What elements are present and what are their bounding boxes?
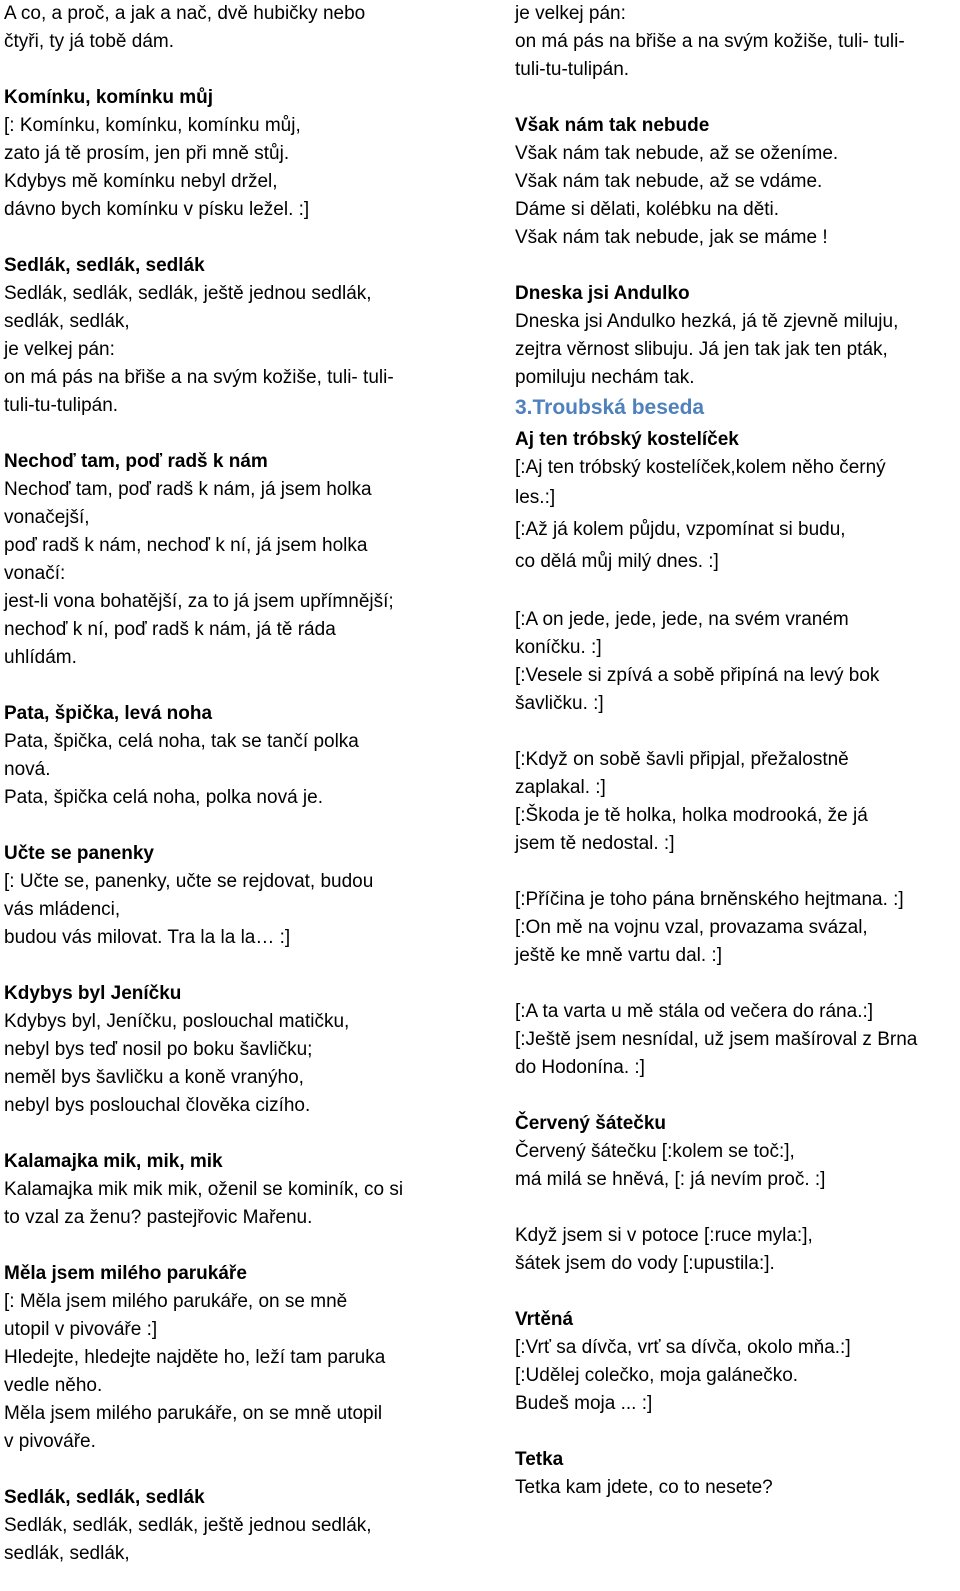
lyric-line: čtyři, ty já tobě dám. [4, 31, 175, 52]
lyric-line: [:A on jede, jede, jede, na svém vraném [515, 609, 849, 630]
lyric-line: Měla jsem milého parukáře, on se mně utopil [4, 1403, 383, 1424]
lyric-line: nebyl bys teď nosil po boku šavličku; [4, 1039, 313, 1060]
block-spacer [4, 420, 452, 448]
lyric-line: budou vás milovat. Tra la la la… :] [4, 927, 291, 948]
lyric-line: šátek jsem do vody [:upustila:]. [515, 1253, 775, 1274]
block-spacer [515, 252, 955, 280]
lyric-line: Tetka kam jdete, co to nesete? [515, 1477, 773, 1498]
lyric-line: zaplakal. :] [515, 777, 606, 798]
song-block [515, 0, 955, 84]
lyric-line: tuli-tu-tulipán. [4, 395, 119, 416]
lyric-line: Budeš moja ... :] [515, 1393, 653, 1414]
lyric-line: [:On mě na vojnu vzal, provazama svázal, [515, 917, 868, 938]
song-block [515, 1278, 955, 1418]
song-block [4, 1232, 452, 1456]
block-spacer [4, 1120, 452, 1148]
song-block [515, 426, 955, 578]
lyric-line: jest-li vona bohatější, za to já jsem upřímnější; [4, 591, 394, 612]
lyric-line: vonačejší, [4, 507, 90, 528]
song-block [515, 1194, 955, 1278]
song-title: Však nám tak nebude [515, 115, 710, 136]
song-block [515, 84, 955, 252]
song-title: Učte se panenky [4, 843, 154, 864]
lyric-line: Pata, špička, celá noha, tak se tančí polka [4, 731, 359, 752]
song-block [515, 718, 955, 858]
right-column-top [515, 0, 955, 392]
block-spacer [515, 1418, 955, 1446]
song-block [515, 578, 955, 718]
song-block [4, 56, 452, 224]
lyric-line: poď radš k nám, nechoď k ní, já jsem holka [4, 535, 368, 556]
lyric-line: šavličku. :] [515, 693, 604, 714]
lyric-line: Kdybys mě komínku nebyl držel, [4, 171, 278, 192]
lyric-line: Sedlák, sedlák, sedlák, ještě jednou sedlák, [4, 1515, 372, 1536]
section-heading: 3.Troubská beseda [515, 396, 705, 419]
block-spacer [4, 672, 452, 700]
song-block [515, 858, 955, 970]
lyric-line: v pivováře. [4, 1431, 96, 1452]
song-block [4, 0, 452, 56]
song-title: Pata, špička, levá noha [4, 703, 213, 724]
lyric-line: to vzal za ženu? pastejřovic Mařenu. [4, 1207, 313, 1228]
block-spacer [515, 970, 955, 998]
song-title: Tetka [515, 1449, 564, 1470]
lyric-line: Dneska jsi Andulko hezká, já tě zjevně miluju, [515, 311, 899, 332]
song-block [4, 420, 452, 672]
song-title: Kalamajka mik, mik, mik [4, 1151, 223, 1172]
lyric-line: [: Učte se, panenky, učte se rejdovat, budou [4, 871, 374, 892]
lyric-line: co dělá můj milý dnes. :] [515, 551, 719, 572]
lyric-line: má milá se hněvá, [: já nevím proč. :] [515, 1169, 826, 1190]
lyric-line: vedle něho. [4, 1375, 103, 1396]
lyric-line: on má pás na břiše a na svým kožiše, tuli- tuli- [4, 367, 394, 388]
lyric-line: Sedlák, sedlák, sedlák, ještě jednou sedlák, [4, 283, 372, 304]
song-title: Komínku, komínku můj [4, 87, 214, 108]
lyric-line: vás mládenci, [4, 899, 121, 920]
block-spacer [4, 812, 452, 840]
lyric-line: zato já tě prosím, jen při mně stůj. [4, 143, 290, 164]
lyric-line: [:Ještě jsem nesnídal, už jsem mašíroval z Brna [515, 1029, 918, 1050]
lyric-line: zejtra věrnost slibuju. Já jen tak jak ten pták, [515, 339, 888, 360]
lyric-line: [:Udělej colečko, moja galánečko. [515, 1365, 799, 1386]
song-title: Nechoď tam, poď radš k nám [4, 451, 268, 472]
song-block [4, 1120, 452, 1232]
lyric-line: Kdybys byl, Jeníčku, poslouchal matičku, [4, 1011, 350, 1032]
lyric-line: [:A ta varta u mě stála od večera do rána.:] [515, 1001, 874, 1022]
block-spacer [515, 1082, 955, 1110]
lyric-line: je velkej pán: [4, 339, 115, 360]
lyric-line: nechoď k ní, poď radš k nám, já tě ráda [4, 619, 336, 640]
lyric-line: nová. [4, 759, 51, 780]
lyric-line: dávno bych komínku v písku ležel. :] [4, 199, 310, 220]
lyric-line: [:Až já kolem půjdu, vzpomínat si budu, [515, 519, 846, 540]
lyric-line: [:Škoda je tě holka, holka modrooká, že já [515, 805, 868, 826]
lyric-line: [:Aj ten tróbský kostelíček,kolem něho černý [515, 457, 886, 478]
lyric-line: neměl bys šavličku a koně vranýho, [4, 1067, 304, 1088]
lyric-line: Dáme si dělati, kolébku na děti. [515, 199, 780, 220]
lyric-line: jsem tě nedostal. :] [515, 833, 675, 854]
block-spacer [4, 952, 452, 980]
lyric-line: nebyl bys poslouchal člověka cizího. [4, 1095, 311, 1116]
lyric-line: [:Vesele si zpívá a sobě připíná na levý bok [515, 665, 880, 686]
song-block [4, 1456, 452, 1568]
song-title: Sedlák, sedlák, sedlák [4, 1487, 205, 1508]
lyric-line: ještě ke mně vartu dal. :] [515, 945, 722, 966]
lyric-line: uhlídám. [4, 647, 77, 668]
block-spacer [515, 718, 955, 746]
lyric-line: je velkej pán: [515, 3, 626, 24]
lyric-line: Červený šátečku [:kolem se toč:], [515, 1141, 795, 1162]
block-spacer [4, 1456, 452, 1484]
left-column [4, 0, 452, 1568]
song-block [4, 812, 452, 952]
lyric-line: [: Komínku, komínku, komínku můj, [4, 115, 301, 136]
song-title: Vrtěná [515, 1309, 574, 1330]
block-spacer [4, 56, 452, 84]
song-title: Červený šátečku [515, 1113, 667, 1134]
lyric-line: sedlák, sedlák, [4, 311, 130, 332]
lyric-line: koníčku. :] [515, 637, 602, 658]
song-title: Měla jsem milého parukáře [4, 1263, 247, 1284]
lyric-line: Když jsem si v potoce [:ruce myla:], [515, 1225, 813, 1246]
block-spacer [515, 1194, 955, 1222]
song-block [4, 952, 452, 1120]
song-block [515, 1418, 955, 1502]
lyric-line: Hledejte, hledejte najděte ho, leží tam paruka [4, 1347, 386, 1368]
lyric-line: Však nám tak nebude, až se vdáme. [515, 171, 823, 192]
song-title: Kdybys byl Jeníčku [4, 983, 182, 1004]
lyric-line: pomiluju nechám tak. [515, 367, 695, 388]
lyric-line: Nechoď tam, poď radš k nám, já jsem holka [4, 479, 372, 500]
lyric-line: Pata, špička celá noha, polka nová je. [4, 787, 323, 808]
song-block [515, 252, 955, 392]
right-column-bottom [515, 426, 955, 1502]
lyric-line: [:Když on sobě šavli připjal, přežalostně [515, 749, 849, 770]
lyric-line: Kalamajka mik mik mik, oženil se kominík, co si [4, 1179, 404, 1200]
lyric-line: utopil v pivováře :] [4, 1319, 158, 1340]
song-block [4, 672, 452, 812]
song-block [4, 224, 452, 420]
lyric-line: Však nám tak nebude, jak se máme ! [515, 227, 828, 248]
song-title: Sedlák, sedlák, sedlák [4, 255, 205, 276]
block-spacer [4, 1232, 452, 1260]
song-title: Aj ten tróbský kostelíček [515, 429, 739, 450]
lyric-line: vonačí: [4, 563, 66, 584]
song-block [515, 970, 955, 1082]
song-title: Dneska jsi Andulko [515, 283, 690, 304]
lyric-line: tuli-tu-tulipán. [515, 59, 630, 80]
block-spacer [515, 578, 955, 606]
lyric-line: les.:] [515, 487, 556, 508]
lyric-line: on má pás na břiše a na svým kožiše, tuli- tuli- [515, 31, 905, 52]
song-block [515, 1082, 955, 1194]
block-spacer [4, 224, 452, 252]
lyric-line: [:Příčina je toho pána brněnského hejtmana. :] [515, 889, 904, 910]
lyric-line: sedlák, sedlák, [4, 1543, 130, 1564]
lyric-line: [:Vrť sa dívča, vrť sa dívča, okolo mňa.:] [515, 1337, 851, 1358]
block-spacer [515, 858, 955, 886]
right-column [515, 0, 955, 1502]
block-spacer [515, 84, 955, 112]
lyric-line: [: Měla jsem milého parukáře, on se mně [4, 1291, 348, 1312]
lyric-line: Však nám tak nebude, až se oženíme. [515, 143, 839, 164]
block-spacer [515, 1278, 955, 1306]
lyric-line: do Hodonína. :] [515, 1057, 645, 1078]
lyric-line: A co, a proč, a jak a nač, dvě hubičky nebo [4, 3, 366, 24]
